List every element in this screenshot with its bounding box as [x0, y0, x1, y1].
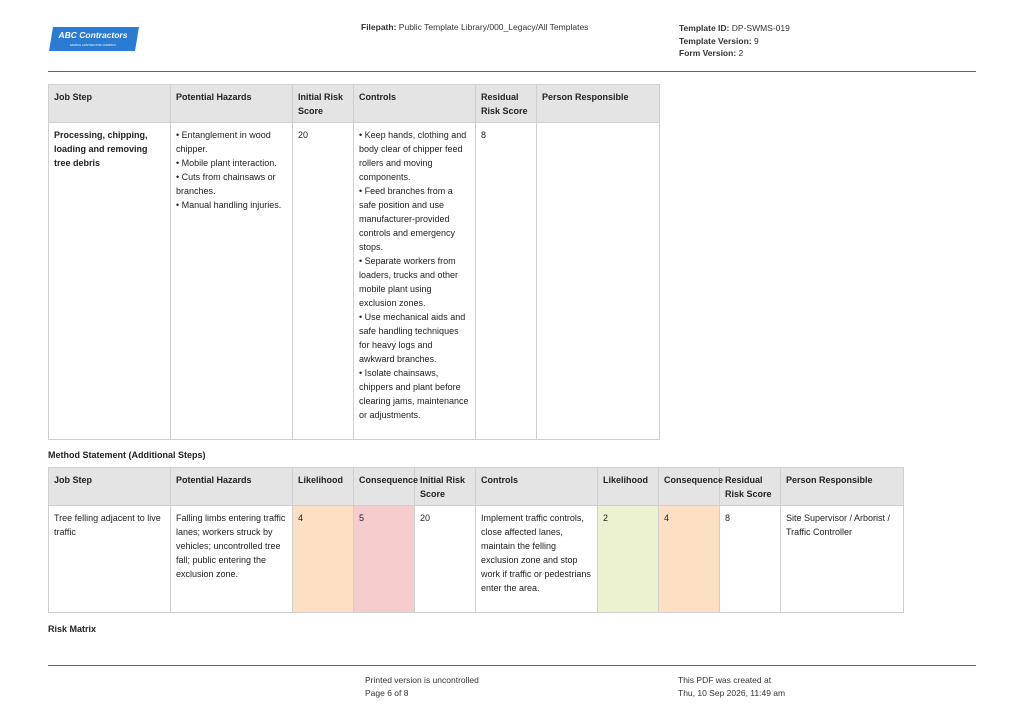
col-potential-hazards: Potential Hazards — [171, 468, 293, 506]
form-version-value: 2 — [738, 48, 744, 58]
col-initial-risk: Initial Risk Score — [415, 468, 476, 506]
created-value: Thu, 10 Sep 2026, 11:49 am — [678, 688, 786, 698]
footer-divider — [48, 665, 976, 666]
col-residual-risk: Residual Risk Score — [476, 85, 537, 123]
template-version-value: 9 — [753, 35, 759, 46]
cell-initial-risk: 20 — [415, 506, 476, 613]
header-divider — [48, 71, 976, 72]
cell-job-step: Tree felling adjacent to live traffic — [49, 506, 171, 613]
cell-controls — [354, 123, 476, 440]
page-number: Page 6 of 8 — [365, 688, 409, 698]
cell-residual-consequence: 4 — [659, 506, 720, 613]
cell-initial-risk: 20 — [293, 123, 354, 440]
col-likelihood: Likelihood — [293, 468, 354, 506]
cell-consequence: 5 — [354, 506, 415, 613]
col-person-responsible: Person Responsible — [537, 85, 660, 123]
table-header-row — [49, 468, 904, 506]
footer-right — [678, 674, 785, 700]
form-version-label: Form Version: — [679, 48, 737, 58]
cell-hazards: Falling limbs entering traffic lanes; workers struck by vehicles; uncontrolled tree fall; public entering the exclusion zone. — [171, 506, 293, 613]
cell-hazards — [171, 123, 293, 440]
table-row — [49, 506, 904, 613]
header-filepath — [361, 22, 588, 32]
col-job-step: Job Step — [49, 468, 171, 506]
method-statement-table — [48, 467, 904, 613]
col-residual-likelihood: Likelihood — [598, 468, 659, 506]
col-job-step: Job Step — [49, 85, 171, 123]
header-template-meta — [679, 22, 790, 60]
table-row — [49, 123, 660, 440]
col-person-responsible: Person Responsible — [781, 468, 904, 506]
filepath-value: Public Template Library/000_Legacy/All Templates — [398, 22, 589, 32]
hazard-item: • Entanglement in wood chipper. — [176, 130, 271, 154]
cell-likelihood: 4 — [293, 506, 354, 613]
logo-subtext: SAMPLE CONTRACTOR COMPANY — [69, 43, 117, 47]
cell-person-responsible — [537, 123, 660, 440]
col-residual-consequence: Consequence — [659, 468, 720, 506]
col-consequence: Consequence — [354, 468, 415, 506]
filepath-label: Filepath: — [361, 22, 397, 32]
hazard-item: • Cuts from chainsaws or branches. — [176, 172, 276, 196]
cell-controls: Implement traffic controls, close affected lanes, maintain the felling exclusion zone and stop work if traffic or pedestrians enter the area. — [476, 506, 598, 613]
control-item: • Separate workers from loaders, trucks and other mobile plant using exclusion zones. — [359, 256, 459, 308]
hazard-item: • Manual handling injuries. — [176, 200, 282, 210]
cell-job-step: Processing, chipping, loading and removing tree debris — [49, 123, 171, 440]
col-potential-hazards: Potential Hazards — [171, 85, 293, 123]
cell-person-responsible: Site Supervisor / Arborist / Traffic Controller — [781, 506, 904, 613]
job-step-table — [48, 84, 660, 440]
hazard-item: • Mobile plant interaction. — [176, 158, 277, 168]
col-controls: Controls — [354, 85, 476, 123]
method-statement-title: Method Statement (Additional Steps) — [48, 450, 206, 460]
control-item: • Feed branches from a safe position and use manufacturer-provided controls and emergency stops. — [359, 186, 456, 252]
logo-text: ABC Contractors — [58, 30, 128, 40]
cell-residual-risk: 8 — [720, 506, 781, 613]
created-label: This PDF was created at — [678, 675, 772, 685]
col-residual-risk: Residual Risk Score — [720, 468, 781, 506]
col-controls: Controls — [476, 468, 598, 506]
cell-residual-risk: 8 — [476, 123, 537, 440]
template-id-value: DP-SWMS-019 — [731, 23, 790, 33]
uncontrolled-notice: Printed version is uncontrolled — [365, 675, 479, 685]
risk-matrix-title: Risk Matrix — [48, 624, 97, 634]
control-item: • Use mechanical aids and safe handling techniques for heavy logs and awkward branches. — [359, 312, 466, 364]
control-item: • Keep hands, clothing and body clear of chipper feed rollers and moving components. — [359, 130, 467, 182]
col-initial-risk: Initial Risk Score — [293, 85, 354, 123]
cell-residual-likelihood: 2 — [598, 506, 659, 613]
footer-left — [365, 674, 479, 700]
company-logo — [49, 26, 139, 52]
control-item: • Isolate chainsaws, chippers and plant before clearing jams, maintenance or adjustments. — [359, 368, 469, 420]
template-version-label: Template Version: — [679, 35, 752, 46]
template-id-label: Template ID: — [679, 23, 730, 33]
table-header-row — [49, 85, 660, 123]
